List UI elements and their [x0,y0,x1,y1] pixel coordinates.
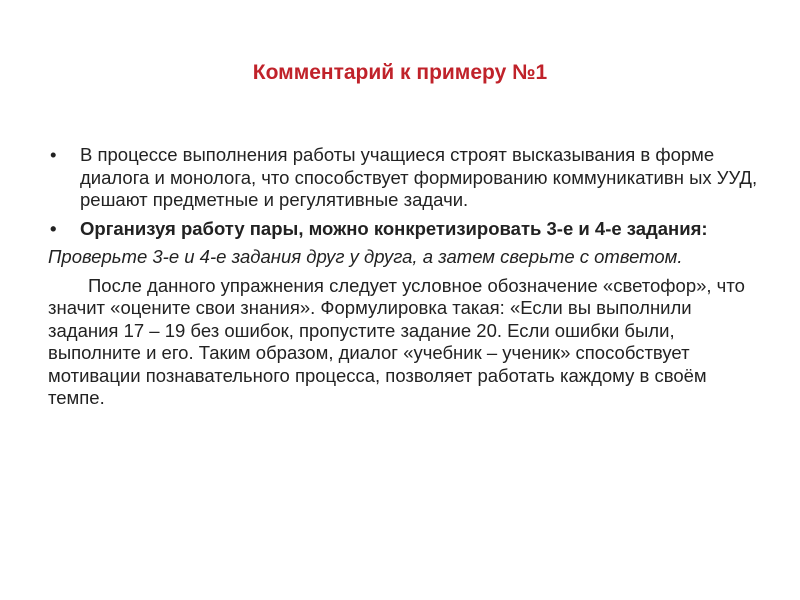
italic-paragraph: Проверьте 3-е и 4-е задания друг у друга, а затем сверьте с ответом. [48,246,683,267]
bullet-marker: • [50,217,57,239]
bullet-item [48,218,763,241]
bullet-item [48,144,763,212]
bullet-marker: • [50,144,57,165]
bullet-text: Организуя работу пары, можно конкретизировать 3-е и 4-е задания: [80,217,708,239]
body-paragraph: После данного упражнения следует условное обозначение «светофор», что значит «оцените свои знания». Формулировка такая: «Если вы выполнили задания 17 – 19 без ошибок, пропустите задание 20. Если ошибки были, выполните и его. Таким образом, диалог «учебник – ученик» способствует мотивации познавательного процесса, позволяет работать каждому в своём темпе. [48,274,745,408]
slide-content [48,144,763,410]
slide-title: Комментарий к примеру №1 [252,61,548,84]
bullet-text: В процессе выполнения работы учащиеся строят высказывания в форме диалога и монолога, что способствует формированию коммуникативн ых УУД, решают предметные и регулятивные задачи. [80,144,758,210]
